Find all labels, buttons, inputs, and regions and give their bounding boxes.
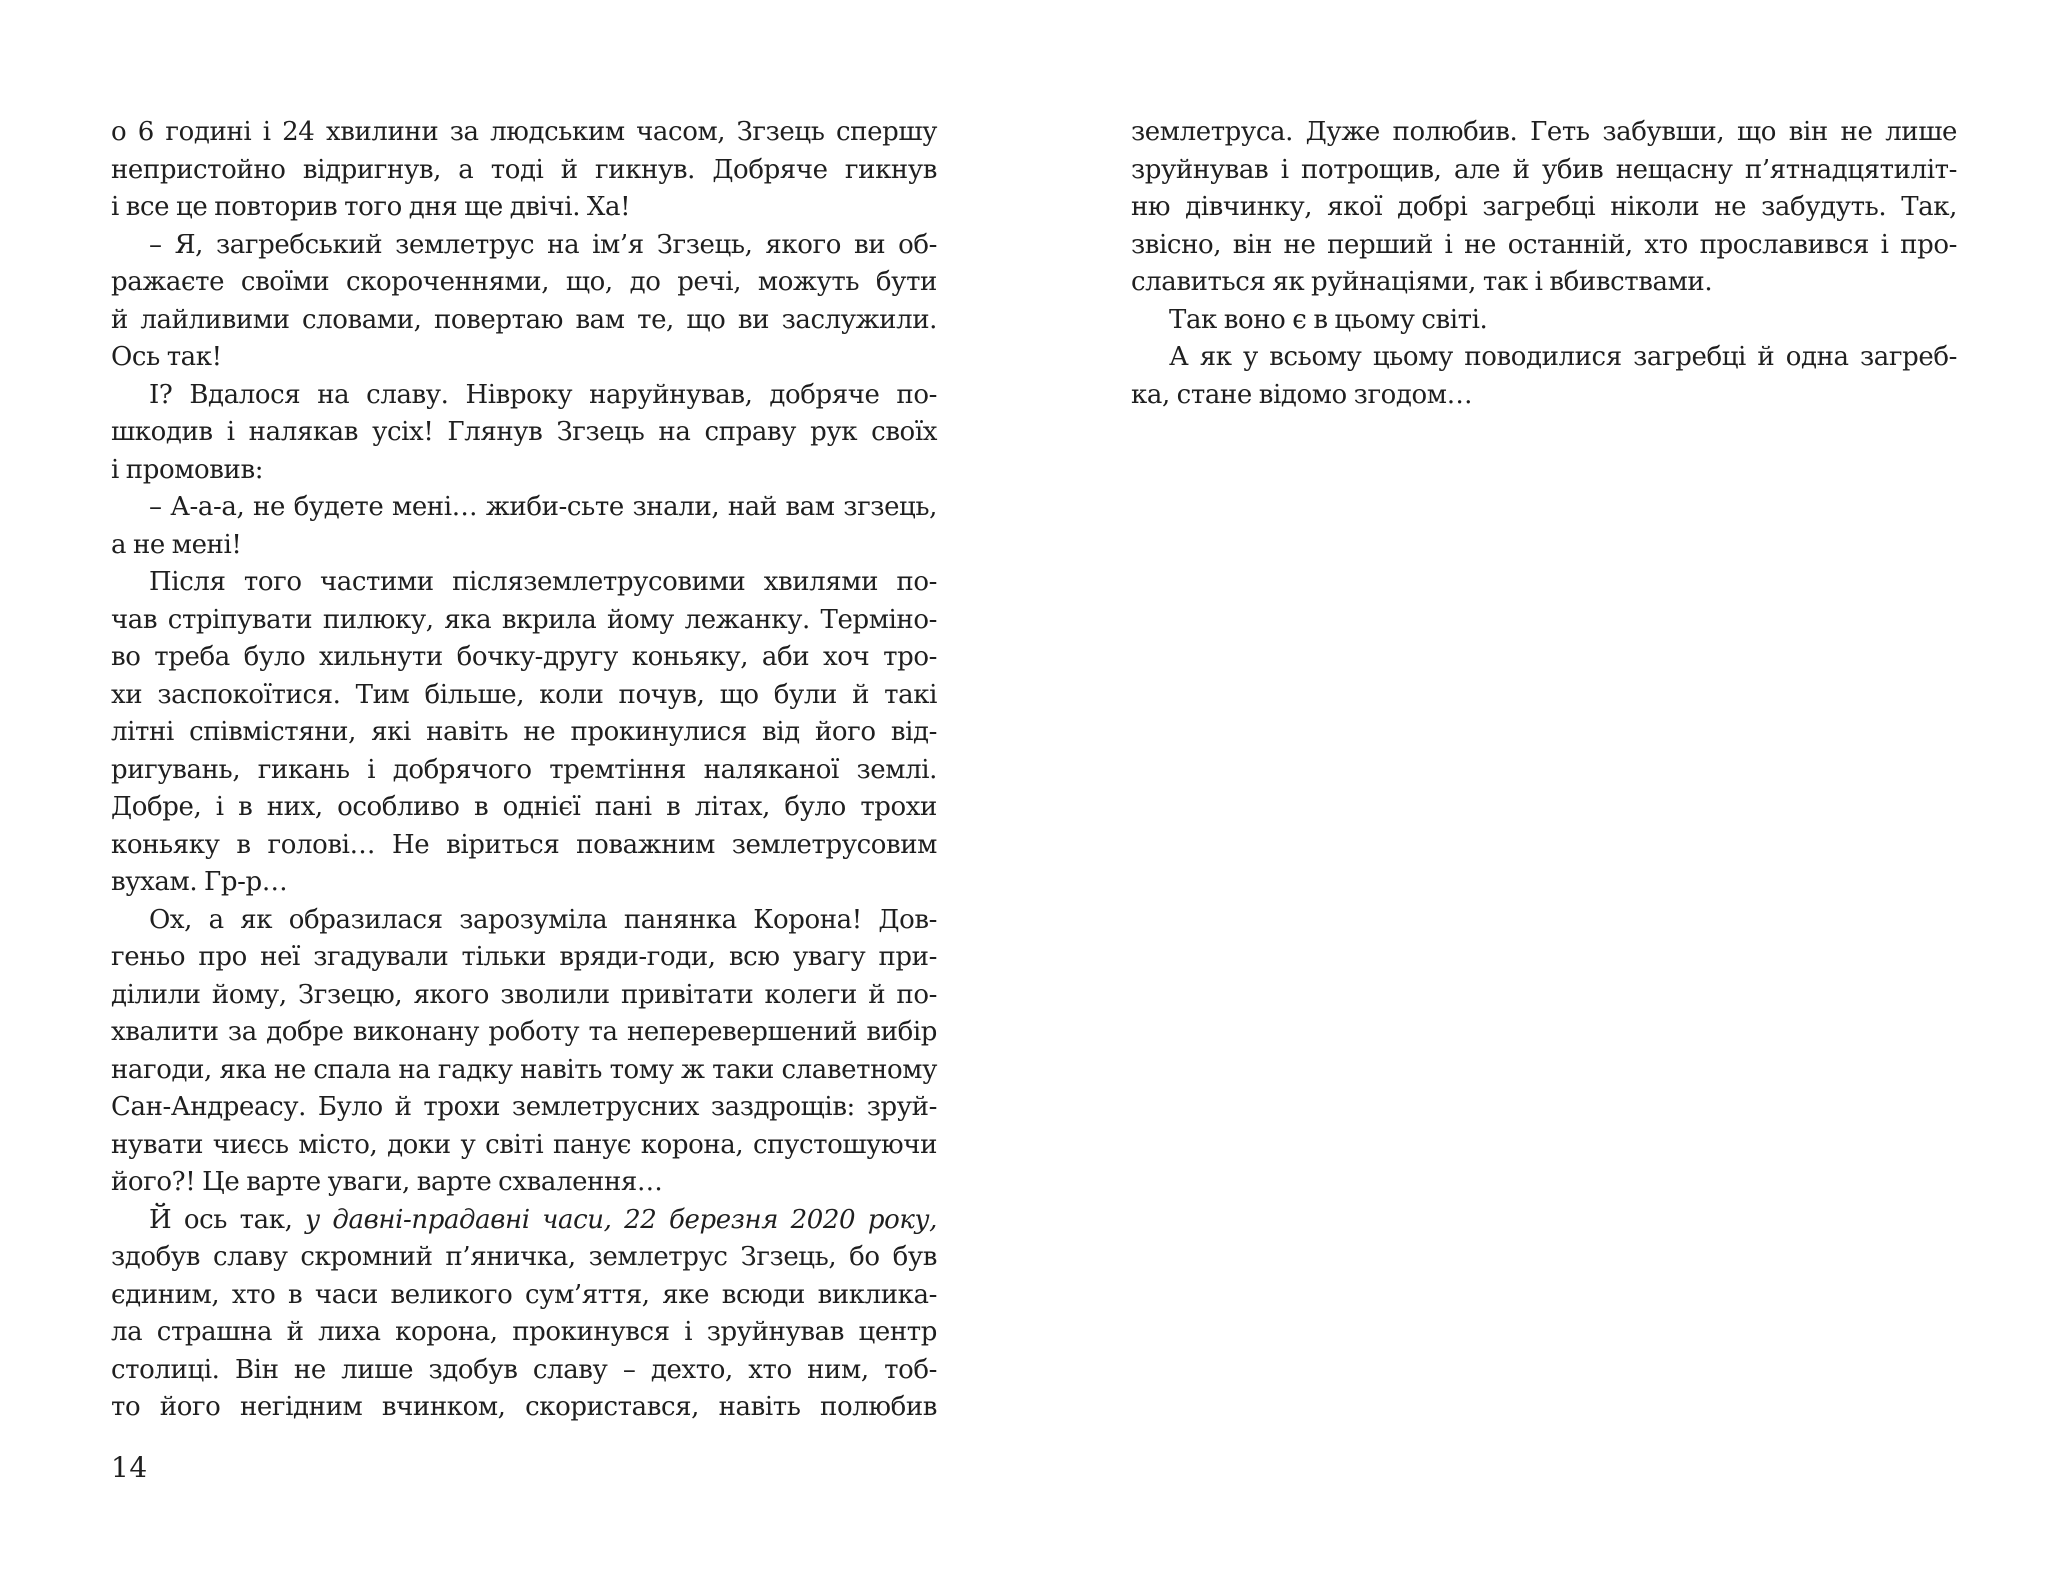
text-line: літні співмістяни, які навіть не прокинулися від його від-: [111, 717, 937, 747]
text-line: Ось так!: [111, 342, 222, 372]
text-line: а не мені!: [111, 529, 242, 560]
text-line: шкодив і налякав усіх! Глянув Згзець на справу рук своїх: [111, 417, 937, 447]
text-line: столиці. Він не лише здобув славу – дехто, хто ним, тоб-: [111, 1354, 937, 1385]
text-line: – Я, загребський землетрус на ім’я Згзець, якого ви об-: [149, 229, 937, 260]
text-line: ражаєте своїми скороченнями, що, до речі, можуть бути: [111, 267, 937, 297]
text-line: І? Вдалося на славу. Нівроку наруйнував, добряче по-: [149, 379, 937, 410]
text-line: хвалити за добре виконану роботу та неперевершений вибір: [111, 1017, 937, 1047]
text-line: А як у всьому цьому поводилися загребці й одна загреб-: [1169, 342, 1957, 372]
text-line: – А-а-а, не будете мені… жиби-сьте знали, най вам згзець,: [149, 492, 937, 522]
text-line: нувати чиєсь місто, доки у світі панує корона, спустошуючи: [111, 1129, 937, 1160]
text-line: зруйнував і потрощив, але й убив нещасну п’ятнадцятиліт-: [1131, 154, 1957, 185]
text-line: і все це повторив того дня ще двічі. Ха!: [111, 192, 631, 222]
text-line: ла страшна й лиха корона, прокинувся і зруйнував центр: [111, 1317, 937, 1347]
page-number: 14: [111, 1451, 148, 1484]
text-line: то його негідним вчинком, скористався, навіть полюбив: [111, 1392, 937, 1422]
text-line: його?! Це варте уваги, варте схвалення…: [111, 1167, 663, 1197]
text-line: ка, стане відомо згодом…: [1131, 379, 1473, 410]
text-line: непристойно відригнув, а тоді й гикнув. Добряче гикнув: [111, 154, 937, 185]
text-line: вухам. Гр-р…: [111, 867, 288, 897]
text-line: ділили йому, Згзецю, якого зволили привітати колеги й по-: [111, 979, 937, 1010]
text-line: хи заспокоїтися. Тим більше, коли почув, що були й такі: [111, 679, 937, 710]
text-line: нагоди, яка не спала на гадку навіть тому ж таки славетному: [111, 1054, 937, 1085]
text-line: і промовив:: [111, 454, 264, 485]
text-line: о 6 годині і 24 хвилини за людським часом, Згзець спершу: [111, 117, 937, 147]
text-line: ню дівчинку, якої добрі загребці ніколи не забудуть. Так,: [1131, 192, 1957, 222]
text-line: чав стріпувати пилюку, яка вкрила йому лежанку. Терміно-: [111, 604, 937, 635]
right-page: [1131, 114, 1957, 414]
text-line: Ох, а як образилася зарозуміла панянка Корона! Дов-: [149, 904, 937, 935]
text-line: во треба було хильнути бочку-другу коньяку, аби хоч тро-: [111, 642, 937, 672]
text-line: [111, 1202, 937, 1240]
text-line: Добре, і в них, особливо в однієї пані в літах, було трохи: [111, 792, 937, 822]
left-page: [111, 114, 937, 1427]
text-line: звісно, він не перший і не останній, хто прославився і про-: [1131, 229, 1957, 260]
text-line: Після того частими післяземлетрусовими хвилями по-: [149, 567, 937, 597]
text-line-start: Й ось так,: [149, 1204, 293, 1235]
text-line: й лайливими словами, повертаю вам те, що ви заслужили.: [111, 304, 937, 335]
italic-date-phrase: у давні-прадавні часи, 22 березня 2020 року,: [305, 1204, 937, 1235]
text-line: ригувань, гикань і добрячого тремтіння наляканої землі.: [111, 754, 937, 785]
text-line: геньо про неї згадували тільки вряди-годи, всю увагу при-: [111, 942, 937, 972]
text-line: здобув славу скромний п’яничка, землетрус Згзець, бо був: [111, 1242, 937, 1272]
text-line: Так воно є в цьому світі.: [1169, 304, 1488, 335]
text-line: коньяку в голові… Не віриться поважним землетрусовим: [111, 829, 937, 860]
text-line: єдиним, хто в часи великого сум’яття, яке всюди виклика-: [111, 1279, 937, 1310]
text-line: Сан-Андреасу. Було й трохи землетрусних заздрощів: зруй-: [111, 1092, 937, 1122]
text-line: славиться як руйнаціями, так і вбивствами.: [1131, 267, 1713, 297]
text-line: землетруса. Дуже полюбив. Геть забувши, що він не лише: [1131, 117, 1957, 147]
